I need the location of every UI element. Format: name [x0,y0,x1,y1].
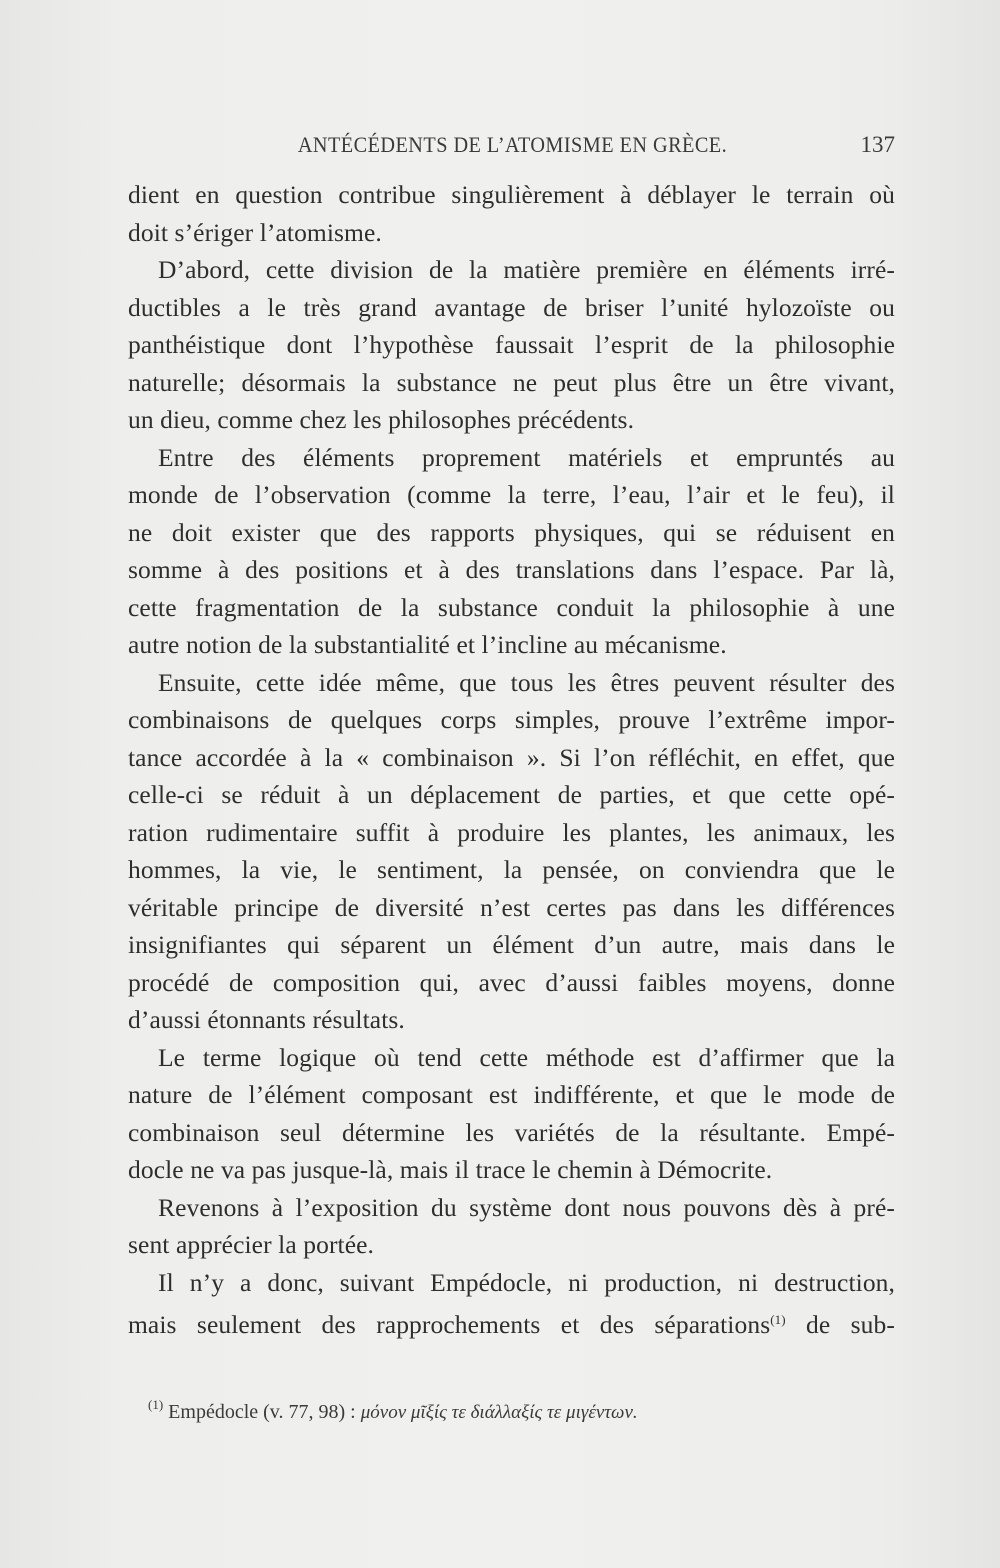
text-line: tance accordée à la « combinaison ». Si l’on réfléchit, en effet, que [128,742,895,772]
text-line: D’abord, cette division de la matière première en éléments irré- [158,255,895,284]
text-line: autre notion de la substantialité et l’incline au mécanisme. [128,630,727,659]
text-line: combinaisons de quelques corps simples, prouve l’extrême impor- [128,705,895,734]
text-line: ration rudimentaire suffit à produire les plantes, les animaux, les [128,817,895,847]
text-line: Entre des éléments proprement matériels et empruntés au [158,442,895,472]
footnote-text: Empédocle (v. 77, 98) : [168,1401,361,1423]
text-line: Revenons à l’exposition du système dont nous pouvons dès à pré- [158,1192,895,1222]
text-line: d’aussi étonnants résultats. [128,1005,405,1034]
text-line-segment: mais seulement des rapprochements et des séparations [128,1310,771,1339]
text-line: ductibles a le très grand avantage de briser l’unité hylozoïste ou [128,292,895,322]
text-line: un dieu, comme chez les philosophes précédents. [128,405,635,434]
text-line: Ensuite, cette idée même, que tous les êtres peuvent résulter des [158,667,895,697]
footnote-reference[interactable]: (1) [770,1312,786,1327]
text-line: insignifiantes qui séparent un élément d’un autre, mais dans le [128,930,895,959]
text-line: procédé de composition qui, avec d’aussi faibles moyens, donne [128,967,895,997]
text-line: nature de l’élément composant est indifférente, et que le mode de [128,1080,895,1109]
text-line: hommes, la vie, le sentiment, la pensée, on conviendra que le [128,855,895,884]
footnote-marker: (1) [148,1397,164,1412]
text-line: dient en question contribue singulièrement à déblayer le terrain où [128,180,895,209]
running-head [130,132,895,166]
text-line: somme à des positions et à des translations dans l’espace. Par là, [128,555,895,584]
page-number: 137 [860,132,895,157]
text-line: monde de l’observation (comme la terre, l’eau, l’air et le feu), il [128,480,895,509]
text-line: naturelle; désormais la substance ne peut plus être un être vivant, [128,367,895,397]
text-line: véritable principe de diversité n’est certes pas dans les différences [128,892,895,922]
text-line-segment: de sub- [785,1310,895,1339]
text-line: Le terme logique où tend cette méthode est d’affirmer que la [158,1042,895,1072]
text-line: sent apprécier la portée. [128,1230,375,1259]
text-line: panthéistique dont l’hypothèse faussait l’esprit de la philosophie [128,330,895,359]
text-line: ne doit exister que des rapports physiques, qui se réduisent en [128,517,895,547]
text-line: cette fragmentation de la substance conduit la philosophie à une [128,592,895,622]
footnote-greek-quote: μόνον μῖξίς τε διάλλαξίς τε μιγέντων. [360,1402,638,1423]
body-text [128,176,895,1339]
text-line: combinaison seul détermine les variétés de la résultante. Empé- [128,1117,895,1147]
running-title: ANTÉCÉDENTS DE L’ATOMISME EN GRÈCE. [297,132,728,157]
text-line: doit s’ériger l’atomisme. [128,217,382,247]
text-line: Il n’y a donc, suivant Empédocle, ni production, ni destruction, [158,1267,895,1297]
text-line: celle-ci se réduit à un déplacement de parties, et que cette opé- [128,780,895,809]
text-line [128,1301,895,1339]
footnote [148,1390,908,1428]
text-line: docle ne va pas jusque-là, mais il trace le chemin à Démocrite. [128,1155,773,1184]
